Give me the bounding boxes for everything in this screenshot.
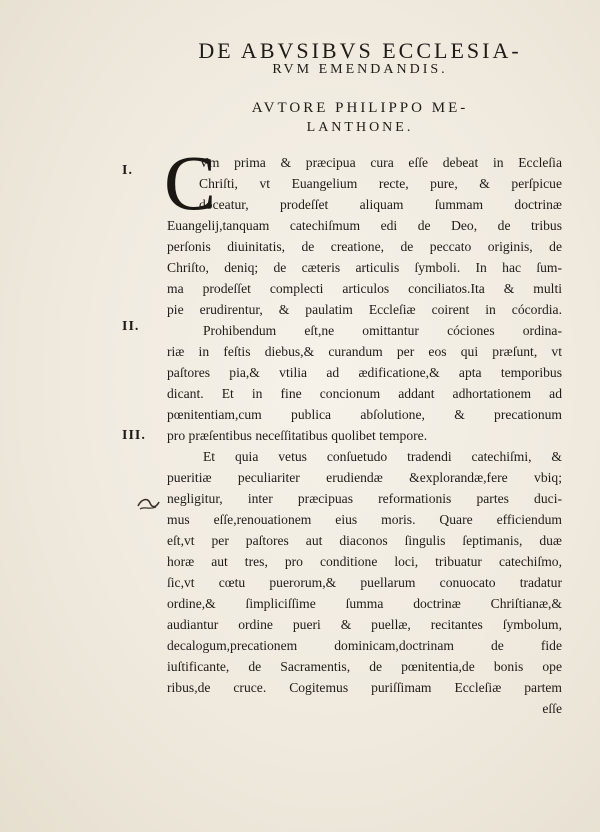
main-text [167, 152, 562, 719]
text-line: pro præſentibus neceſſitatibus quolibet tempore. [167, 428, 428, 443]
text-line: ſic,vt cœtu puerorum,& puellarum conuocato tradatur [167, 575, 562, 590]
text-line: horæ aut tres, pro conditione loci, tribuatur catechiſmo, [167, 554, 562, 569]
text-line: mus eſſe,renouationem eius moris. Quare efficiendum [167, 512, 562, 527]
text-line: ordine,& ſimpliciſſime ſumma doctrinæ Chriſtianæ,& [167, 596, 562, 611]
text-line: ribus,de cruce. Cogitemus puriſſimam Eccleſiæ partem [167, 680, 562, 695]
title-line-2: RVM EMENDANDIS. [272, 62, 448, 77]
text-line: pie erudirentur, & paulatim Eccleſiæ coirent in cócordia. [167, 302, 562, 317]
text-line: decalogum,precationem dominicam,doctrinam de fide [167, 638, 562, 653]
text-line: perſonis diuinitatis, de creatione, de peccato originis, de [167, 239, 562, 254]
text-line: Et quia vetus conſuetudo tradendi catechiſmi, & [203, 449, 562, 464]
text-line: ma prodeſſet complecti articulos conciliatos.Ita & multi [167, 281, 562, 296]
catchword: eſſe [542, 701, 562, 716]
margin-number-1: I. [122, 163, 133, 178]
author-line-2: LANTHONE. [306, 120, 414, 135]
author-line-1: AVTORE PHILIPPO ME- [251, 100, 469, 116]
text-line: Vm prima & præcipua cura eſſe debeat in Eccleſia [199, 155, 562, 170]
text-line: paſtores pia,& vtilia ad ædificatione,& apta temporibus [167, 365, 562, 380]
text-line: Chriſto, deniq; de cæteris articulis ſymboli. In hac ſum- [167, 260, 562, 275]
text-line: eſt,vt per paſtores aut diaconos ſingulis ſeptimanis, duæ [167, 533, 562, 548]
text-line: doceatur, prodeſſet aliquam ſummam doctrinæ [199, 197, 562, 212]
text-line: pœnitentiam,cum publica abſolutione, & precationum [167, 407, 562, 422]
text-line: iuſtificante, de Sacramentis, de pœnitentia,de bonis ope [167, 659, 562, 674]
text-line: audiantur ordine pueri & puellæ, recitantes ſymbolum, [167, 617, 562, 632]
text-line: dicant. Et in fine concionum addant adhortationem ad [167, 386, 562, 401]
drop-capital: C [164, 139, 217, 226]
margin-number-2: II. [122, 319, 140, 334]
text-line: negligitur, inter præcipuas reformationis partes duci- [167, 491, 562, 506]
text-line: Prohibendum eſt,ne omittantur cóciones ordina- [203, 323, 562, 338]
text-line: pueritiæ peculiariter erudiendæ &explorandæ,fere vbiq; [167, 470, 562, 485]
title-line-1: DE ABVSIBVS ECCLESIA- [198, 38, 522, 63]
ink-flourish-icon [134, 494, 162, 514]
text-line: riæ in feſtis diebus,& curandum per eos qui præſunt, vt [167, 344, 562, 359]
margin-number-3: III. [122, 428, 146, 443]
text-line: Chriſti, vt Euangelium recte, pure, & perſpicue [199, 176, 562, 191]
text-line: Euangelij,tanquam catechiſmum edi de Deo, de tribus [167, 218, 562, 233]
